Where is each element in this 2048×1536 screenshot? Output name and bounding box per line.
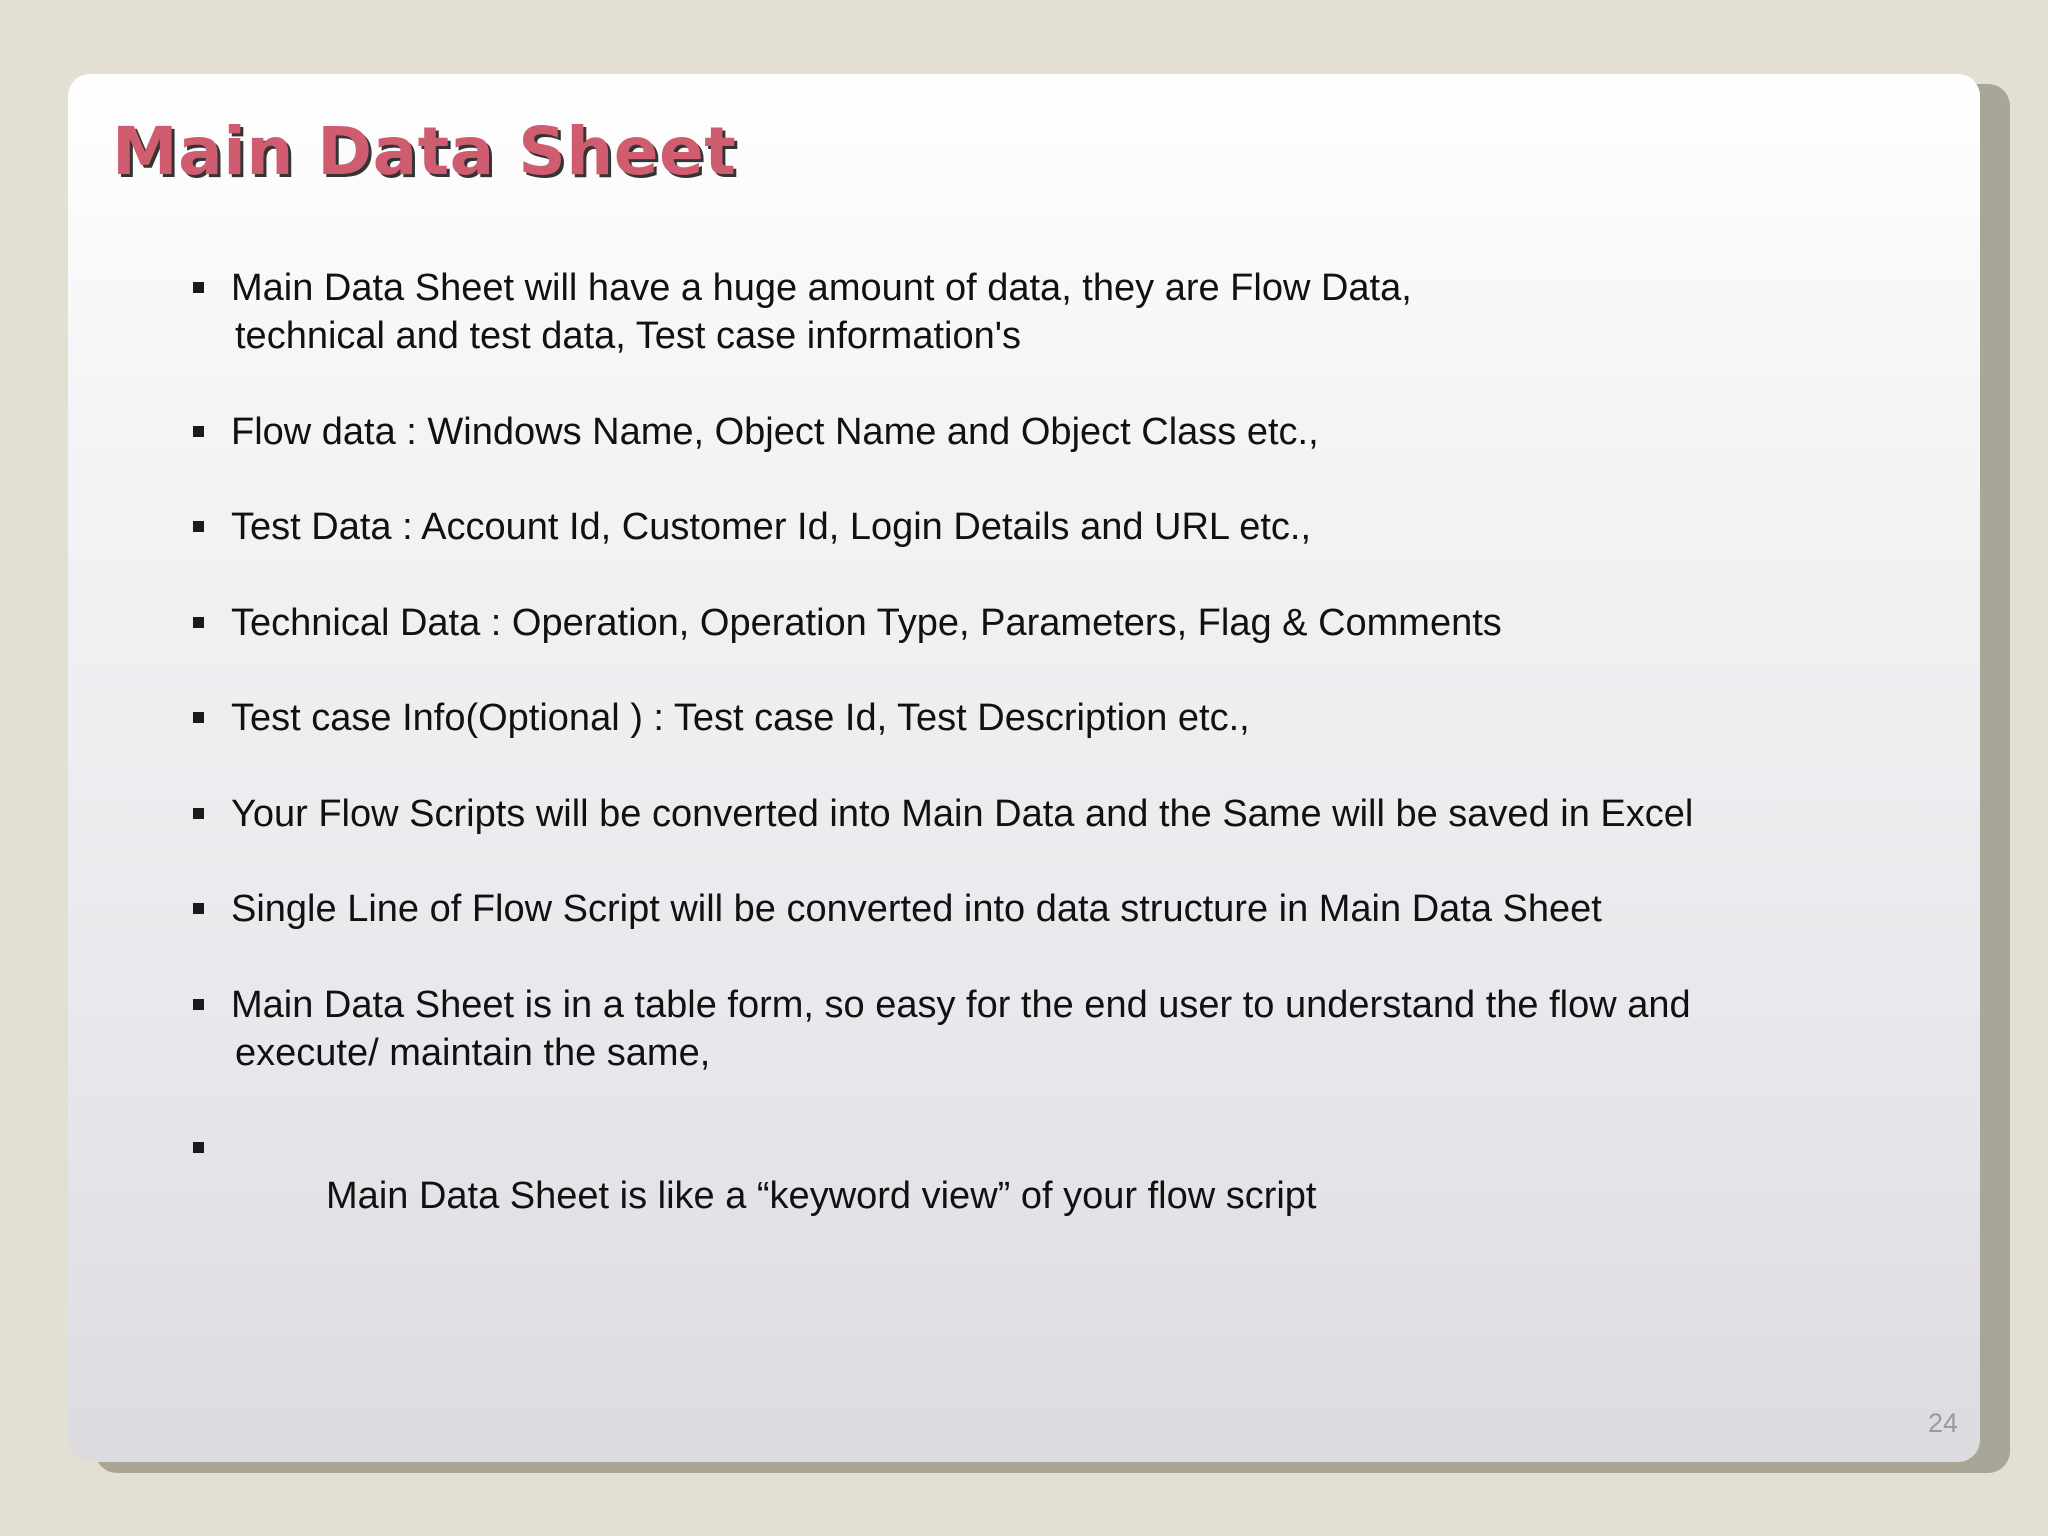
bullet-text (231, 264, 1412, 360)
slide (68, 74, 1980, 1462)
bullet-line: Test Data : Account Id, Customer Id, Login Details and URL etc., (231, 506, 1312, 548)
bullet-line: Single Line of Flow Script will be converted into data structure in Main Data Sheet (231, 888, 1602, 930)
bullet-text (231, 408, 1319, 456)
bullet-text (231, 885, 1602, 933)
bullet-text (231, 694, 1250, 742)
bullet-line: Main Data Sheet will have a huge amount of data, they are Flow Data, (231, 267, 1412, 309)
bullet-text (231, 1124, 1317, 1268)
bullet-marker-icon (193, 617, 204, 628)
bullet-line-continuation: execute/ maintain the same, (235, 1032, 711, 1074)
page-number: 24 (1927, 1408, 1958, 1438)
bullet-marker-icon (193, 999, 204, 1010)
bullet-marker-icon (193, 521, 204, 532)
bullet-line: Main Data Sheet is like a “keyword view” of your flow script (315, 1175, 1317, 1217)
slide-title: Main Data Sheet (112, 113, 737, 190)
bullet-line-continuation: technical and test data, Test case information's (235, 315, 1021, 357)
bullet-text (231, 599, 1502, 647)
bullet-marker-icon (193, 903, 204, 914)
bullet-marker-icon (193, 808, 204, 819)
bullet-marker-icon (193, 712, 204, 723)
bullet-text (231, 790, 1693, 838)
bullet-line: Flow data : Windows Name, Object Name and Object Class etc., (231, 411, 1319, 453)
bullet-marker-icon (193, 426, 204, 437)
bullet-text (231, 981, 1691, 1077)
bullet-line: Main Data Sheet is in a table form, so easy for the end user to understand the flow and (231, 984, 1691, 1026)
bullet-line: Test case Info(Optional ) : Test case Id, Test Description etc., (231, 697, 1250, 739)
bullet-marker-icon (193, 1142, 204, 1153)
bullet-line: Technical Data : Operation, Operation Type, Parameters, Flag & Comments (231, 602, 1502, 644)
bullet-marker-icon (193, 282, 204, 293)
bullet-line: Your Flow Scripts will be converted into Main Data and the Same will be saved in Excel (231, 793, 1694, 835)
bullet-text (231, 503, 1311, 551)
